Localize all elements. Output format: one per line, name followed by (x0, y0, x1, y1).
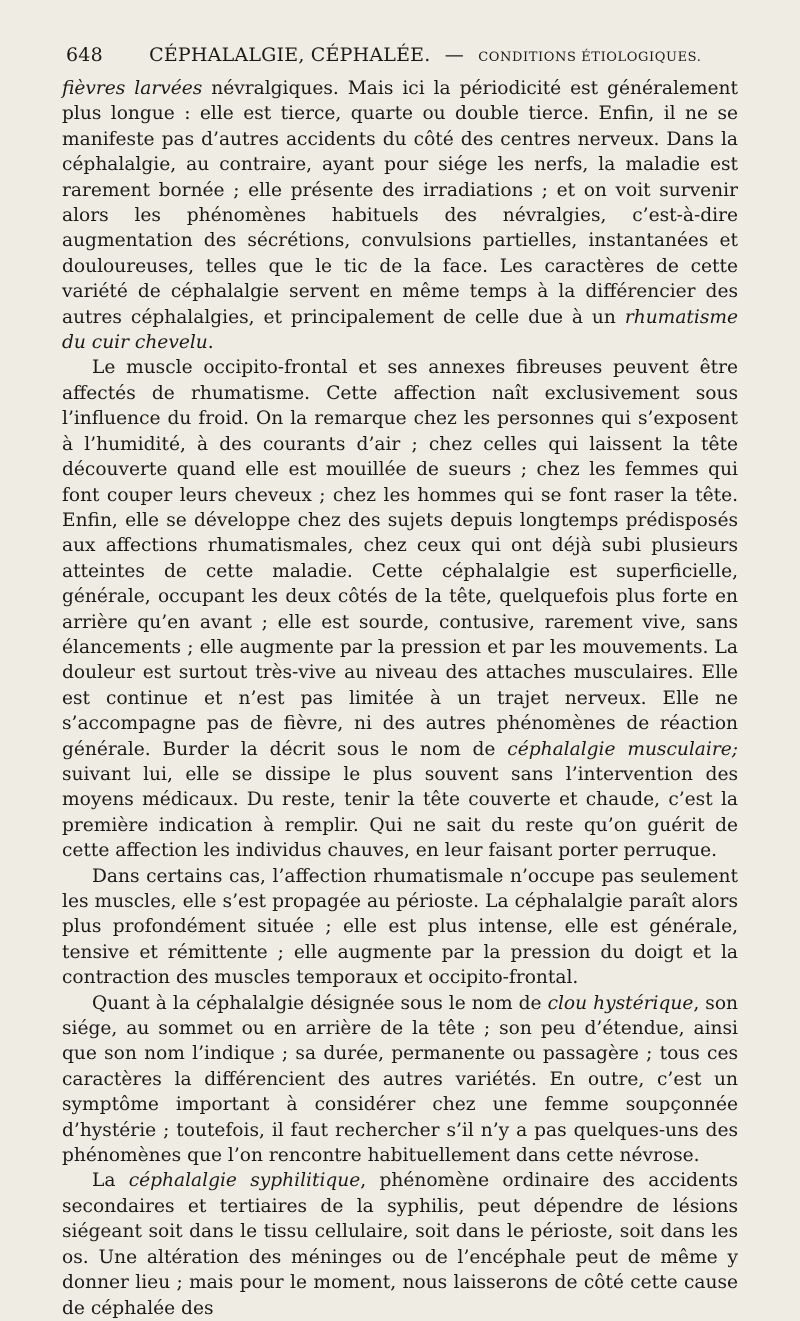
italic-term: rhumatisme du cuir chevelu (62, 306, 738, 354)
body-text (62, 76, 738, 1321)
text-run: , phénomène ordinaire des accidents secondaires et tertiaires de la syphilis, peut dépendre de lésions siégeant soit dans le tissu cellulaire, soit dans le périoste, soit dans les os. Une altération des méninges ou de l’encéphale peut de même y donner lieu ; mais pour le moment, nous laisserons de côté cette cause de céphalée des (62, 1170, 739, 1319)
text-run: La (92, 1170, 129, 1192)
paragraph-5 (62, 1168, 738, 1320)
page-number: 648 (66, 44, 103, 66)
header-title: CÉPHALALGIE, CÉPHALÉE. (149, 44, 431, 66)
italic-term: céphalalgie syphilitique (128, 1170, 361, 1192)
paragraph-3 (62, 864, 738, 991)
paragraph-1 (62, 76, 738, 355)
text-run: suivant lui, elle se dissipe le plus souvent sans l’intervention des moyens médicaux. Du reste, tenir la tête couverte et chaude, c’est la première indication à remplir. Qui ne sait du reste qu’on guérit de cette affection les individus chauves, en leur faisant porter perruque. (62, 763, 738, 862)
paragraph-2 (62, 355, 738, 863)
italic-term: clou hystérique (547, 992, 694, 1014)
running-header (66, 44, 746, 74)
text-run: Le muscle occipito-frontal et ses annexes fibreuses peuvent être affectés de rhumatisme. Cette affection naît exclusivement sous l’influence du froid. On la remarque chez les personnes qui s’exposent à l’humidité, à des courants d’air ; chez celles qui laissent la tête découverte quand elle est mouillée de sueurs ; chez les femmes qui font couper leurs cheveux ; chez les hommes qui se font raser la tête. Enfin, elle se développe chez des sujets depuis longtemps prédisposés aux affections rhumatismales, chez ceux qui ont déjà subi plusieurs atteintes de cette maladie. Cette céphalalgie est superficielle, générale, occupant les deux côtés de la tête, quelquefois plus forte en arrière qu’en avant ; elle est sourde, contusive, rarement vive, sans élancements ; elle augmente par la pression et par les mouvements. La douleur est surtout très-vive au niveau des attaches musculaires. Elle est continue et n’est pas limitée à un trajet nerveux. Elle ne s’accompagne pas de fièvre, ni des autres phénomènes de réaction générale. Burder la décrit sous le nom de (62, 357, 738, 760)
italic-term: fièvres larvées (62, 78, 203, 99)
header-dash: — (444, 44, 464, 66)
header-section: CONDITIONS ÉTIOLOGIQUES. (478, 50, 702, 65)
italic-term: céphalalgie musculaire; (507, 738, 738, 760)
text-run: , son siége, au sommet ou en arrière de la tête ; son peu d’étendue, ainsi que son nom l’indique ; sa durée, permanente ou passagère ; tous ces caractères la différencient des autres variétés. En outre, c’est un symptôme important à considérer chez une femme soupçonnée d’hystérie ; toutefois, il faut rechercher s’il n’y a pas quelques-uns des phénomènes que l’on rencontre habituellement dans cette névrose. (62, 992, 738, 1167)
text-run: Dans certains cas, l’affection rhumatismale n’occupe pas seulement les muscles, elle s’est propagée au périoste. La céphalalgie paraît alors plus profondément située ; elle est plus intense, elle est générale, tensive et rémittente ; elle augmente par la pression du doigt et la contraction des muscles temporaux et occipito-frontal. (62, 865, 738, 989)
text-run: Quant à la céphalalgie désignée sous le nom de (92, 992, 548, 1014)
paragraph-4 (62, 991, 738, 1169)
text-run: névralgiques. Mais ici la périodicité est généralement plus longue : elle est tierce, quarte ou double tierce. Enfin, il ne se manifeste pas d’autres accidents du côté des centres nerveux. Dans la céphalalgie, au contraire, ayant pour siége les nerfs, la maladie est rarement bornée ; elle présente des irradiations ; et on voit survenir alors les phénomènes habituels des névralgies, c’est-à-dire augmentation des sécrétions, convulsions partielles, instantanées et douloureuses, telles que le tic de la face. Les caractères de cette variété de céphalalgie servent en même temps à la différencier des autres céphalalgies, et principalement de celle due à un (62, 78, 738, 328)
text-run: . (207, 332, 214, 354)
